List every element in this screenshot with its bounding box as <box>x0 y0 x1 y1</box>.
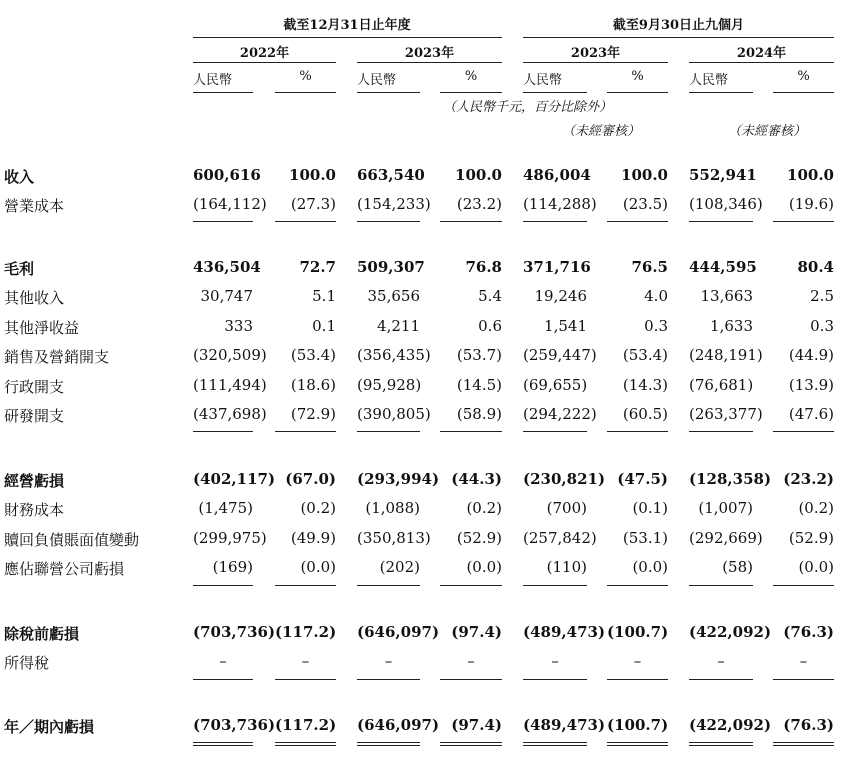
table-cell: (1,007) <box>698 499 753 517</box>
unaudited-note: （未經審核） <box>562 124 641 139</box>
table-cell: (0.2) <box>466 499 502 517</box>
table-cell: (53.1) <box>622 529 668 547</box>
table-cell: (489,473) <box>523 716 606 734</box>
table-cell: (299,975) <box>193 529 267 547</box>
total-double-rule <box>523 745 587 746</box>
group-header-year-ended: 截至12月31日止年度 <box>283 18 411 33</box>
subtotal-rule <box>275 585 336 586</box>
row-label: 研發開支 <box>4 407 65 425</box>
table-cell: 4,211 <box>377 317 420 335</box>
unit-underline <box>773 92 834 93</box>
table-cell: (0.1) <box>632 499 668 517</box>
subtotal-rule <box>440 679 502 680</box>
pct-unit-header: % <box>464 69 478 84</box>
table-cell: (72.9) <box>290 405 336 423</box>
table-cell: (422,092) <box>689 716 772 734</box>
row-label: 其他收入 <box>4 289 65 307</box>
table-cell: – <box>384 652 393 670</box>
table-cell: (23.2) <box>456 195 502 213</box>
table-cell: (293,994) <box>357 470 440 488</box>
table-cell: (117.2) <box>275 716 337 734</box>
table-cell: 1,633 <box>710 317 753 335</box>
table-cell: (257,842) <box>523 529 597 547</box>
subtotal-rule <box>607 679 668 680</box>
row-label: 財務成本 <box>4 501 65 519</box>
table-cell: (263,377) <box>689 405 763 423</box>
table-cell: (646,097) <box>357 623 440 641</box>
subtotal-rule <box>357 431 420 432</box>
table-cell: (58.9) <box>456 405 502 423</box>
table-cell: (350,813) <box>357 529 431 547</box>
subtotal-rule <box>193 679 253 680</box>
table-cell: (76.3) <box>783 623 834 641</box>
table-cell: (19.6) <box>788 195 834 213</box>
total-double-rule <box>607 745 668 746</box>
subtotal-rule <box>607 431 668 432</box>
table-cell: 35,656 <box>367 287 420 305</box>
table-cell: (18.6) <box>290 376 336 394</box>
pct-unit-header: % <box>797 69 810 84</box>
table-cell: 4.0 <box>644 287 668 305</box>
year-underline <box>357 62 502 63</box>
total-double-rule <box>440 745 502 746</box>
row-label: 贖回負債賬面值變動 <box>4 531 140 549</box>
currency-unit-header: 人民幣 <box>193 73 233 88</box>
table-cell: (292,669) <box>689 529 763 547</box>
table-cell: (703,736) <box>193 716 276 734</box>
subtotal-rule <box>440 431 502 432</box>
table-cell: 100.0 <box>787 166 834 184</box>
table-cell: (259,447) <box>523 346 597 364</box>
table-cell: (703,736) <box>193 623 276 641</box>
unaudited-note: （未經審核） <box>728 124 807 139</box>
table-cell: 600,616 <box>193 166 261 184</box>
table-cell: 663,540 <box>357 166 425 184</box>
table-cell: (97.4) <box>451 716 502 734</box>
total-double-rule <box>357 745 420 746</box>
row-label: 毛利 <box>4 260 35 278</box>
table-cell: (100.7) <box>607 716 669 734</box>
table-cell: (60.5) <box>622 405 668 423</box>
table-cell: (110) <box>546 558 587 576</box>
table-cell: (0.0) <box>632 558 668 576</box>
table-cell: 333 <box>224 317 253 335</box>
subtotal-rule <box>523 221 587 222</box>
table-cell: (100.7) <box>607 623 669 641</box>
unit-underline <box>689 92 753 93</box>
table-cell: 5.1 <box>312 287 336 305</box>
table-cell: – <box>467 652 475 670</box>
table-cell: (0.0) <box>466 558 502 576</box>
table-cell: 80.4 <box>797 258 834 276</box>
table-cell: 5.4 <box>478 287 502 305</box>
table-cell: 486,004 <box>523 166 591 184</box>
table-cell: 371,716 <box>523 258 591 276</box>
total-double-rule <box>773 742 834 743</box>
table-cell: (248,191) <box>689 346 763 364</box>
table-cell: (169) <box>212 558 253 576</box>
table-cell: 552,941 <box>689 166 757 184</box>
total-double-rule <box>523 742 587 743</box>
year-header: 2024年 <box>736 46 787 61</box>
table-cell: – <box>799 652 808 670</box>
year-underline <box>689 62 834 63</box>
subtotal-rule <box>357 221 420 222</box>
table-cell: 0.3 <box>644 317 668 335</box>
row-label: 行政開支 <box>4 378 65 396</box>
table-cell: (111,494) <box>193 376 267 394</box>
table-cell: (202) <box>379 558 420 576</box>
table-cell: (53.4) <box>622 346 668 364</box>
table-cell: (76.3) <box>783 716 834 734</box>
table-cell: (1,088) <box>365 499 420 517</box>
row-label: 收入 <box>4 168 35 186</box>
table-cell: (0.0) <box>300 558 336 576</box>
unit-underline <box>275 92 336 93</box>
table-cell: 100.0 <box>621 166 668 184</box>
table-cell: (437,698) <box>193 405 267 423</box>
subtotal-rule <box>440 585 502 586</box>
table-cell: (0.2) <box>300 499 336 517</box>
table-cell: 72.7 <box>299 258 336 276</box>
subtotal-rule <box>773 221 834 222</box>
subtotal-rule <box>689 585 753 586</box>
currency-unit-header: 人民幣 <box>523 73 563 88</box>
subtotal-rule <box>193 221 253 222</box>
table-cell: (95,928) <box>357 376 422 394</box>
table-cell: (52.9) <box>456 529 502 547</box>
year-header: 2023年 <box>404 46 455 61</box>
table-cell: (14.5) <box>456 376 502 394</box>
currency-unit-header: 人民幣 <box>689 73 729 88</box>
table-cell: (14.3) <box>622 376 668 394</box>
table-cell: (230,821) <box>523 470 606 488</box>
table-cell: (53.4) <box>290 346 336 364</box>
year-header: 2023年 <box>570 46 621 61</box>
unit-underline <box>440 92 502 93</box>
table-cell: (27.3) <box>290 195 336 213</box>
table-cell: 509,307 <box>357 258 425 276</box>
table-cell: 30,747 <box>200 287 253 305</box>
total-double-rule <box>193 742 253 743</box>
subtotal-rule <box>275 431 336 432</box>
pct-unit-header: % <box>299 69 312 84</box>
subtotal-rule <box>440 221 502 222</box>
table-cell: (402,117) <box>193 470 276 488</box>
subtotal-rule <box>357 585 420 586</box>
subtotal-rule <box>773 679 834 680</box>
table-cell: 13,663 <box>700 287 753 305</box>
table-cell: – <box>551 652 559 670</box>
total-double-rule <box>689 745 753 746</box>
table-cell: (52.9) <box>788 529 834 547</box>
subtotal-rule <box>275 221 336 222</box>
table-cell: 1,541 <box>544 317 587 335</box>
table-cell: – <box>219 652 227 670</box>
table-cell: (47.6) <box>788 405 834 423</box>
table-cell: (44.9) <box>788 346 834 364</box>
table-cell: (356,435) <box>357 346 431 364</box>
year-header: 2022年 <box>239 46 290 61</box>
table-cell: (154,233) <box>357 195 431 213</box>
year-underline <box>523 62 668 63</box>
table-cell: (128,358) <box>689 470 772 488</box>
subtotal-rule <box>193 431 253 432</box>
subtotal-rule <box>607 585 668 586</box>
table-cell: (47.5) <box>617 470 668 488</box>
currency-unit-header: 人民幣 <box>357 73 397 88</box>
table-cell: (69,655) <box>523 376 588 394</box>
table-cell: (489,473) <box>523 623 606 641</box>
table-cell: (0.0) <box>798 558 834 576</box>
table-cell: (108,346) <box>689 195 763 213</box>
table-cell: 19,246 <box>534 287 587 305</box>
subtotal-rule <box>523 431 587 432</box>
total-double-rule <box>357 742 420 743</box>
table-cell: (23.5) <box>622 195 668 213</box>
table-cell: (97.4) <box>451 623 502 641</box>
table-cell: 76.5 <box>631 258 668 276</box>
row-label: 營業成本 <box>4 197 65 215</box>
table-cell: (58) <box>722 558 753 576</box>
table-cell: (390,805) <box>357 405 431 423</box>
table-cell: (700) <box>546 499 587 517</box>
group-underline <box>523 37 834 38</box>
subtotal-rule <box>689 431 753 432</box>
unit-underline <box>357 92 420 93</box>
table-cell: (422,092) <box>689 623 772 641</box>
row-label: 年／期內虧損 <box>4 718 95 736</box>
subtotal-rule <box>357 679 420 680</box>
unit-underline <box>523 92 587 93</box>
subtotal-rule <box>773 431 834 432</box>
total-double-rule <box>193 745 253 746</box>
subtotal-rule <box>689 679 753 680</box>
table-cell: (13.9) <box>788 376 834 394</box>
table-cell: (23.2) <box>783 470 834 488</box>
table-cell: (320,509) <box>193 346 267 364</box>
table-cell: 444,595 <box>689 258 757 276</box>
table-cell: (49.9) <box>290 529 336 547</box>
row-label: 其他淨收益 <box>4 319 80 337</box>
total-double-rule <box>773 745 834 746</box>
subtotal-rule <box>773 585 834 586</box>
total-double-rule <box>607 742 668 743</box>
table-cell: (44.3) <box>451 470 502 488</box>
row-label: 應佔聯營公司虧損 <box>4 560 125 578</box>
row-label: 所得稅 <box>4 654 50 672</box>
table-cell: (294,222) <box>523 405 597 423</box>
subtotal-rule <box>523 679 587 680</box>
total-double-rule <box>275 745 336 746</box>
total-double-rule <box>275 742 336 743</box>
group-header-nine-months: 截至9月30日止九個月 <box>612 18 745 33</box>
table-cell: 0.3 <box>810 317 834 335</box>
row-label: 經營虧損 <box>4 472 65 490</box>
table-cell: (646,097) <box>357 716 440 734</box>
table-cell: – <box>717 652 725 670</box>
unit-underline <box>193 92 253 93</box>
table-cell: 100.0 <box>455 166 502 184</box>
subtotal-rule <box>689 221 753 222</box>
total-double-rule <box>689 742 753 743</box>
table-cell: (0.2) <box>798 499 834 517</box>
table-cell: – <box>633 652 642 670</box>
subtotal-rule <box>523 585 587 586</box>
table-cell: (76,681) <box>689 376 754 394</box>
subtotal-rule <box>607 221 668 222</box>
subtotal-rule <box>275 679 336 680</box>
table-cell: (53.7) <box>456 346 502 364</box>
year-underline <box>193 62 336 63</box>
table-cell: 100.0 <box>289 166 336 184</box>
table-cell: (117.2) <box>275 623 337 641</box>
table-cell: – <box>301 652 310 670</box>
row-label: 除稅前虧損 <box>4 625 80 643</box>
pct-unit-header: % <box>631 69 644 84</box>
table-cell: 2.5 <box>810 287 834 305</box>
table-cell: 76.8 <box>465 258 502 276</box>
table-cell: 0.1 <box>312 317 336 335</box>
row-label: 銷售及營銷開支 <box>4 348 110 366</box>
table-cell: (67.0) <box>285 470 336 488</box>
total-double-rule <box>440 742 502 743</box>
table-cell: 436,504 <box>193 258 261 276</box>
table-cell: 0.6 <box>478 317 502 335</box>
table-cell: (1,475) <box>198 499 253 517</box>
subtotal-rule <box>193 585 253 586</box>
group-underline <box>193 37 502 38</box>
unit-note: （人民幣千元，百分比除外） <box>443 100 613 115</box>
table-cell: (114,288) <box>523 195 597 213</box>
table-cell: (164,112) <box>193 195 267 213</box>
unit-underline <box>607 92 668 93</box>
